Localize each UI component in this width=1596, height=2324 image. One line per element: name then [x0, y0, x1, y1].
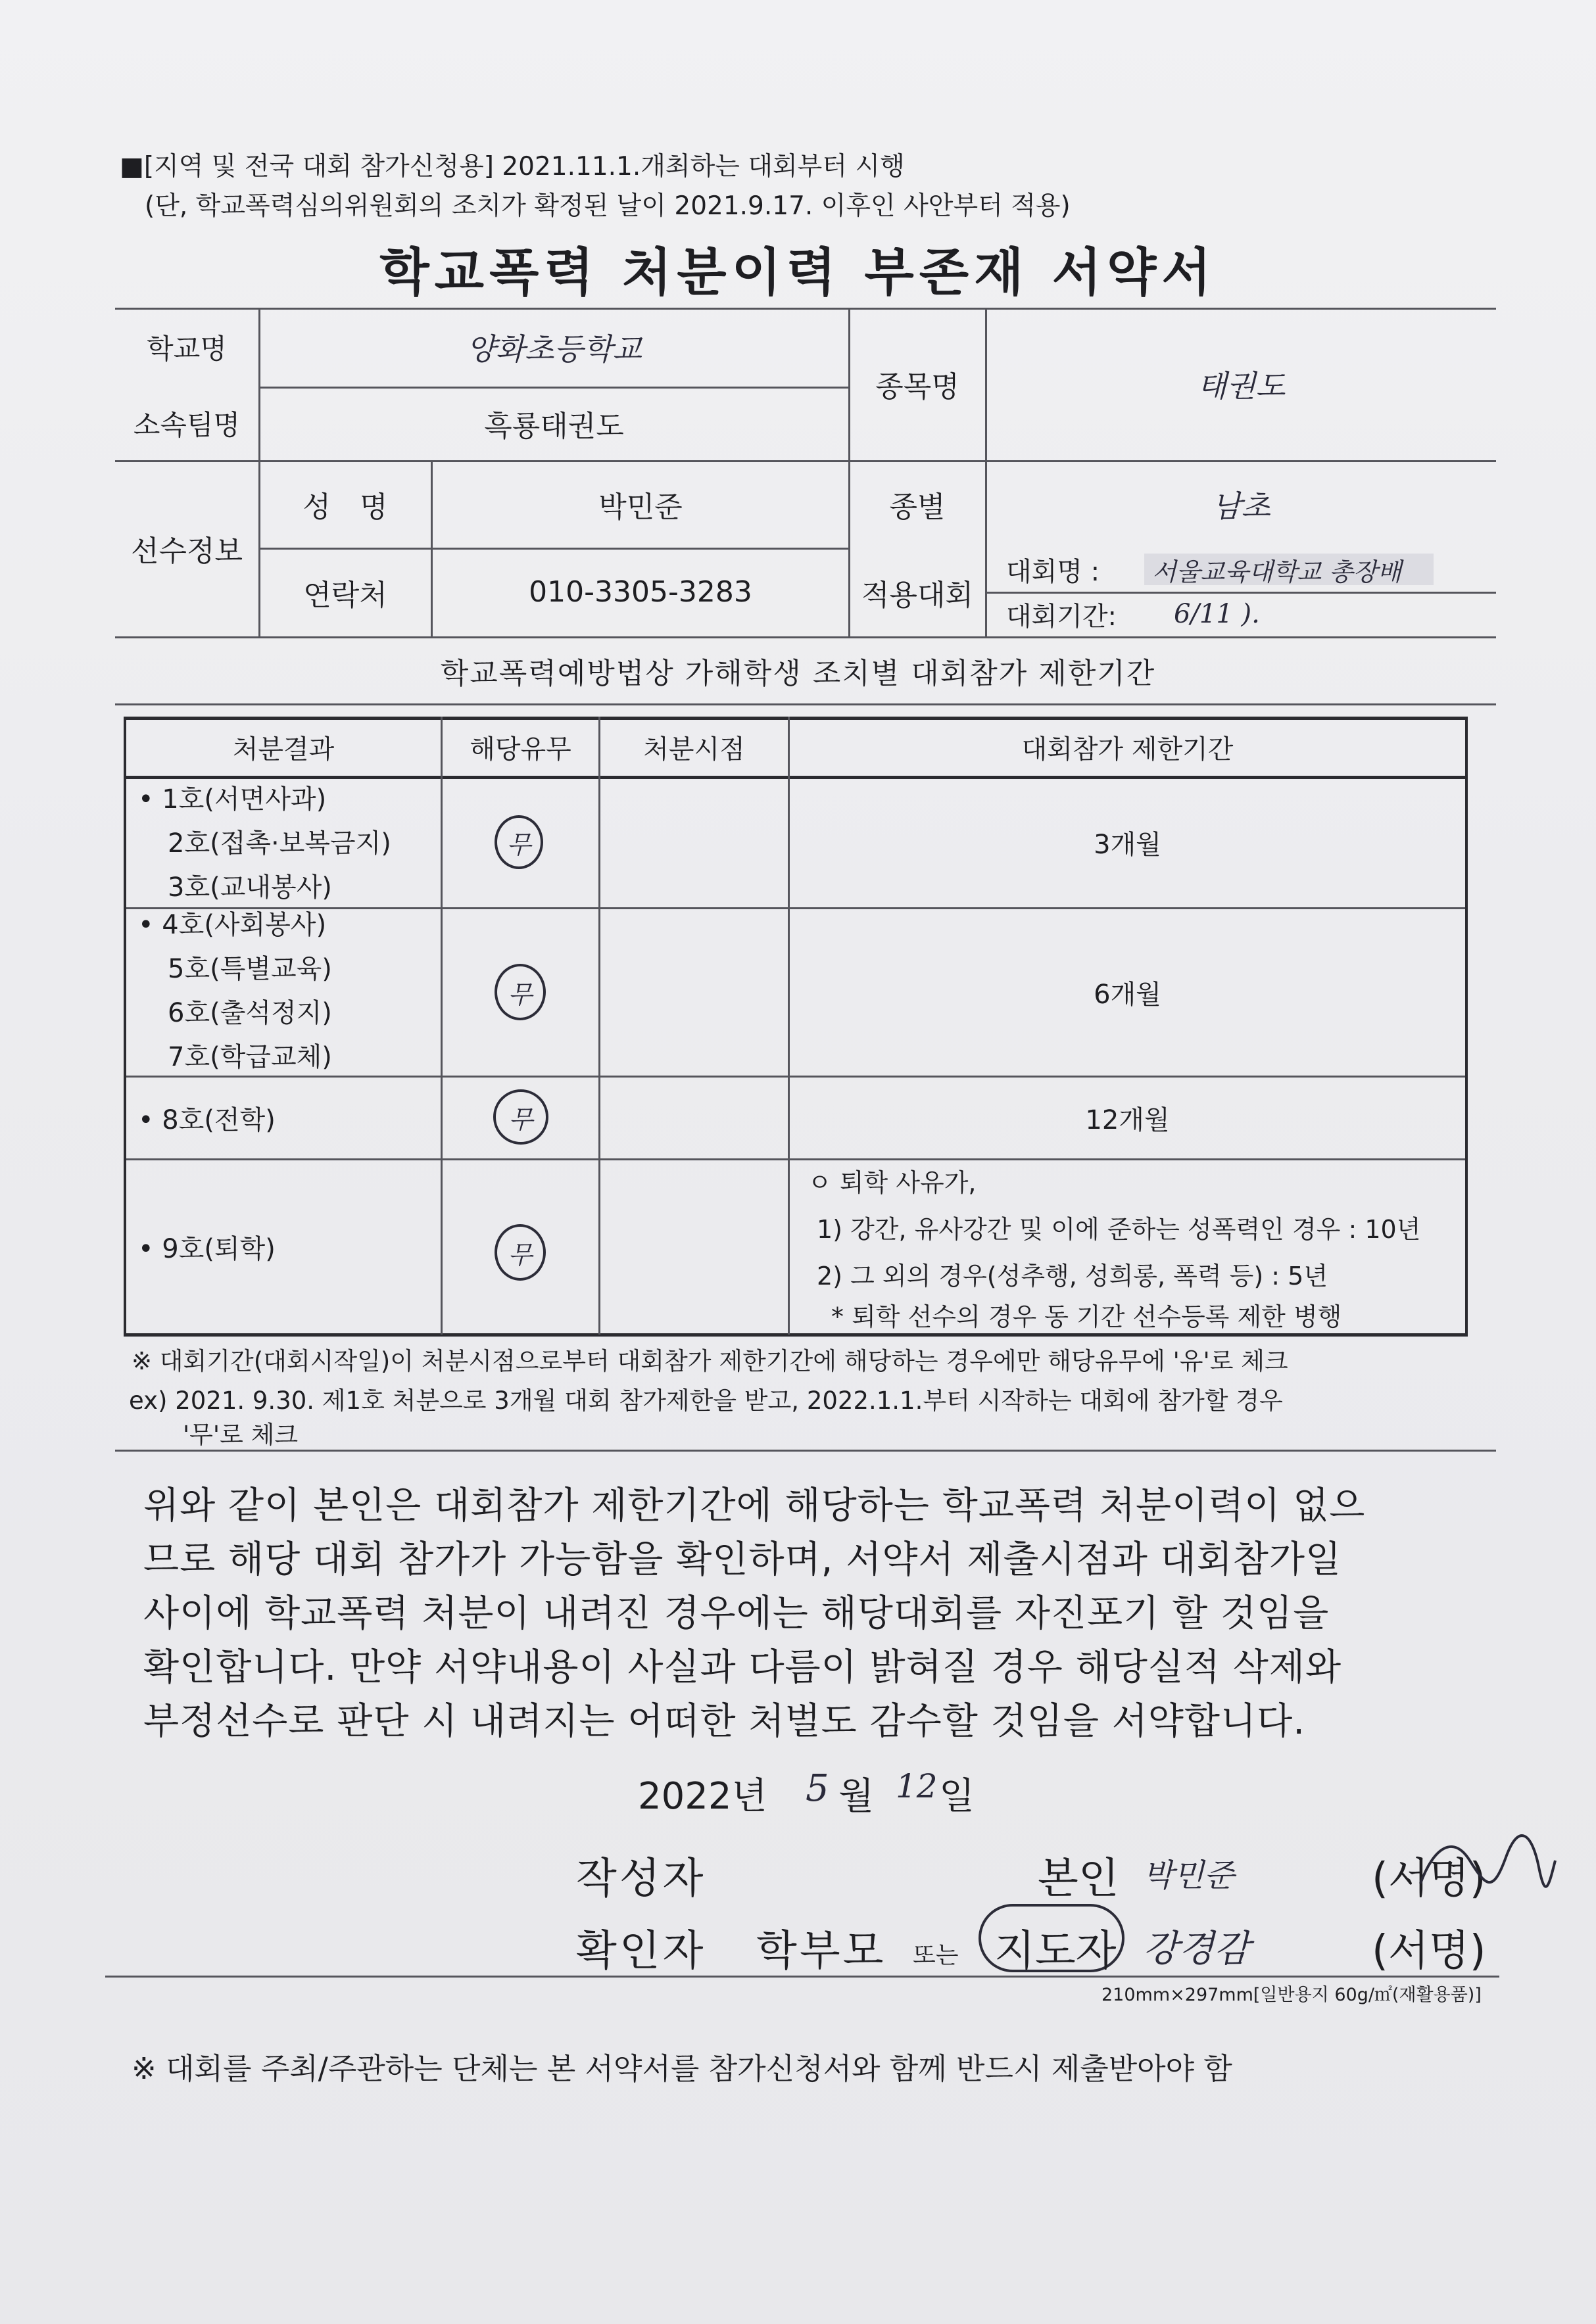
applied-competition-label: 적용대회 — [861, 578, 973, 612]
result-item: • 4호(사회봉사) — [138, 910, 327, 940]
row3-time — [600, 1078, 788, 1158]
row4-time — [600, 1160, 788, 1333]
period-line: 1) 강간, 유사강간 및 이에 준하는 성폭력인 경우 : 10년 — [817, 1215, 1421, 1244]
contact-value: 010-3305-3283 — [529, 575, 752, 609]
result-item: • 1호(서면사과) — [138, 784, 327, 815]
parent-label: 학부모 — [756, 1927, 886, 1976]
document-title: 학교폭력 처분이력 부존재 서약서 — [379, 243, 1217, 302]
gender-label: 종별 — [889, 490, 946, 524]
date-day-label: 일 — [939, 1775, 975, 1818]
self-label: 본인 — [1038, 1855, 1119, 1903]
result-item: 5호(특별교육) — [168, 954, 332, 984]
row4-period — [808, 1160, 1420, 1334]
table-note-2-cont: '무'로 체크 — [183, 1421, 299, 1449]
signature-scribble — [1407, 1821, 1559, 1907]
player-info-label: 선수정보 — [130, 534, 243, 568]
result-item: 6호(출석정지) — [168, 998, 332, 1028]
notice-line-2: (단, 학교폭력심의위원회의 조치가 확정된 날이 2021.9.17. 이후인 사안부터 적용) — [145, 191, 1071, 221]
coach-sign-label: (서명) — [1372, 1927, 1486, 1976]
final-note: ※ 대회를 주최/주관하는 단체는 본 서약서를 참가신청서와 함께 반드시 제출받아야 함 — [132, 2051, 1232, 2086]
period-line: ㅇ 퇴학 사유가, — [808, 1168, 977, 1197]
row2-results — [138, 903, 332, 1079]
name-value: 박민준 — [598, 490, 683, 524]
competition-name-label: 대회명 : — [1006, 557, 1100, 587]
row1-results — [138, 778, 391, 910]
coach-label: 지도자 — [994, 1927, 1117, 1976]
pledge-text — [143, 1479, 1365, 1749]
writer-label: 작성자 — [576, 1855, 706, 1903]
period-line: 2) 그 외의 경우(성추행, 성희롱, 폭력 등) : 5년 — [817, 1262, 1328, 1291]
result-item: 3호(교내봉사) — [168, 872, 332, 903]
date-day-value: 12 — [896, 1767, 938, 1805]
table-note-1: ※ 대회기간(대회시작일)이 처분시점으로부터 대회참가 제한기간에 해당하는 경우에만 해당유무에 '유'로 체크 — [132, 1347, 1288, 1375]
col-header-time: 처분시점 — [643, 734, 745, 765]
date-month-label: 월 — [838, 1775, 875, 1818]
or-label: 또는 — [913, 1942, 959, 1969]
confirmer-label: 확인자 — [576, 1927, 706, 1976]
self-sign-label: (서명) — [1372, 1855, 1486, 1903]
pledge-line: 부정선수로 판단 시 내려지는 어떠한 처벌도 감수할 것임을 서약합니다. — [143, 1700, 1305, 1743]
row1-time — [600, 778, 788, 907]
school-label: 학교명 — [147, 333, 227, 365]
row2-period: 6개월 — [1094, 980, 1161, 1010]
date-year: 2022년 — [638, 1775, 767, 1818]
pledge-line: 위와 같이 본인은 대회참가 제한기간에 해당하는 학교폭력 처분이력이 없으 — [143, 1484, 1366, 1527]
school-value: 양화초등학교 — [466, 331, 642, 367]
restriction-heading: 학교폭력예방법상 가해학생 조치별 대회참가 제한기간 — [440, 657, 1156, 690]
coach-name: 강경감 — [1143, 1928, 1250, 1970]
row2-mark: 무 — [508, 980, 533, 1009]
competition-name-value: 서울교육대학교 총장배 — [1152, 557, 1402, 586]
row3-mark: 무 — [508, 1104, 533, 1134]
period-line: * 퇴학 선수의 경우 동 기간 선수등록 제한 병행 — [831, 1302, 1342, 1331]
col-header-result: 처분결과 — [232, 734, 335, 765]
pledge-line: 확인합니다. 만약 서약내용이 사실과 다름이 밝혀질 경우 해당실적 삭제와 — [143, 1646, 1342, 1689]
row1-period: 3개월 — [1094, 830, 1161, 860]
row3-period: 12개월 — [1085, 1105, 1170, 1135]
paper-spec: 210mm×297mm[일반용지 60g/㎡(재활용품)] — [1101, 1985, 1482, 2005]
notice-line-1: ■[지역 및 전국 대회 참가신청용] 2021.11.1.개최하는 대회부터 시행 — [120, 152, 905, 181]
competition-period-label: 대회기간: — [1006, 601, 1117, 632]
row2-time — [600, 909, 788, 1076]
contact-label: 연락처 — [303, 578, 387, 612]
result-item: 7호(학급교체) — [168, 1042, 332, 1072]
sport-label: 종목명 — [875, 370, 959, 404]
pledge-line: 사이에 학교폭력 처분이 내려진 경우에는 해당대회를 자진포기 할 것임을 — [143, 1592, 1330, 1635]
team-label: 소속팀명 — [133, 409, 241, 441]
date-month-value: 5 — [806, 1767, 829, 1810]
row4-mark: 무 — [508, 1240, 533, 1269]
col-header-applicable: 해당유무 — [470, 734, 571, 765]
gender-value: 남초 — [1212, 488, 1270, 524]
competition-period-value: 6/11 ). — [1174, 599, 1260, 629]
row1-mark: 무 — [506, 830, 531, 859]
row3-result: • 8호(전학) — [138, 1105, 276, 1135]
result-item: 2호(접촉·보복금지) — [168, 828, 391, 859]
team-value: 흑룡태권도 — [484, 410, 624, 443]
row4-result: • 9호(퇴학) — [138, 1234, 276, 1264]
col-header-period: 대회참가 제한기간 — [1021, 734, 1234, 765]
name-label: 성 명 — [302, 490, 388, 524]
pledge-line: 므로 해당 대회 참가가 가능함을 확인하며, 서약서 제출시점과 대회참가일 — [143, 1538, 1342, 1581]
self-name: 박민준 — [1143, 1857, 1235, 1894]
table-note-2: ex) 2021. 9.30. 제1호 처분으로 3개월 대회 참가제한을 받고, 2022.1.1.부터 시작하는 대회에 참가할 경우 — [129, 1387, 1283, 1415]
sport-value: 태권도 — [1197, 368, 1286, 404]
